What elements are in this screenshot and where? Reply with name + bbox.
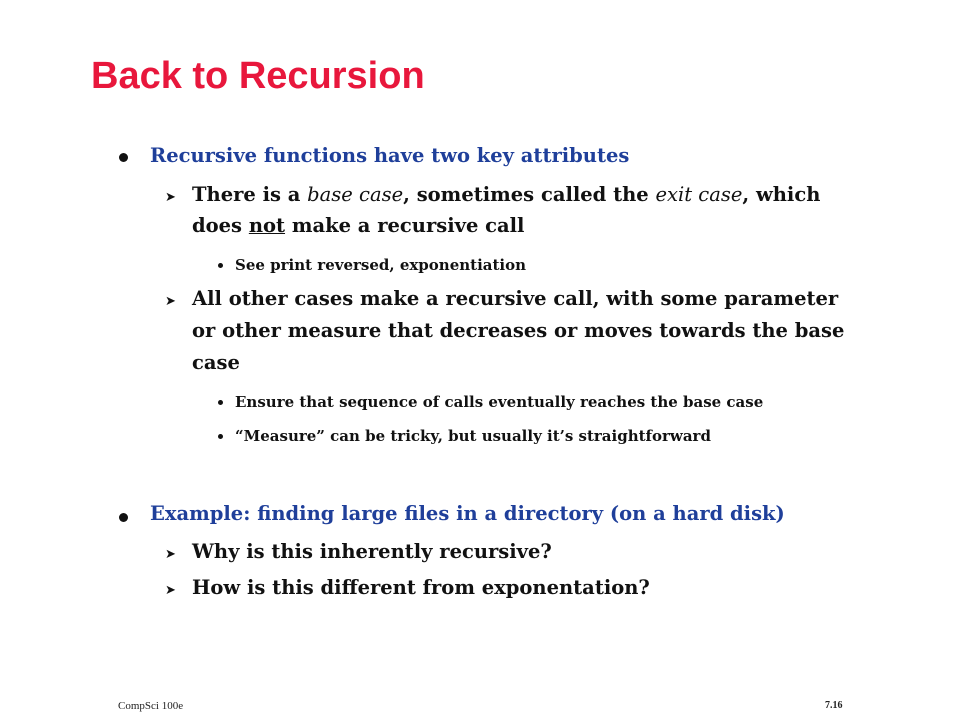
small-bullet-icon bbox=[218, 263, 223, 268]
section2-point2: How is this different from exponentation? bbox=[192, 576, 650, 599]
section2-point1: Why is this inherently recursive? bbox=[192, 540, 552, 563]
point2-line1: All other cases make a recursive call, with some parameter bbox=[192, 287, 839, 310]
point1-text-c: , which bbox=[742, 183, 821, 206]
point1-text-b: , sometimes called the bbox=[403, 183, 656, 206]
arrow-bullet-icon: ➤ bbox=[165, 190, 176, 205]
point1-text-e: make a recursive call bbox=[285, 214, 525, 237]
exit-case-term: exit case bbox=[655, 183, 743, 206]
base-case-term: base case bbox=[307, 183, 404, 206]
slide-title: Back to Recursion bbox=[91, 55, 425, 97]
footer-course: CompSci 100e bbox=[118, 700, 184, 712]
point2-line3: case bbox=[192, 351, 240, 374]
point1-text-a: There is a bbox=[192, 183, 308, 206]
bullet-dot-icon bbox=[119, 513, 128, 522]
small-bullet-icon bbox=[218, 434, 223, 439]
point1-line1 bbox=[192, 183, 820, 206]
arrow-bullet-icon: ➤ bbox=[165, 547, 176, 562]
bullet-dot-icon bbox=[119, 153, 128, 162]
point2-sub2: “Measure” can be tricky, but usually it’s straightforward bbox=[235, 427, 711, 445]
arrow-bullet-icon: ➤ bbox=[165, 294, 176, 309]
point1-text-d: does bbox=[192, 214, 249, 237]
small-bullet-icon bbox=[218, 400, 223, 405]
section1-heading: Recursive functions have two key attributes bbox=[150, 144, 630, 167]
footer-page-number: 7.16 bbox=[825, 700, 843, 711]
not-emphasis: not bbox=[248, 214, 286, 237]
point1-sub: See print reversed, exponentiation bbox=[235, 256, 527, 274]
arrow-bullet-icon: ➤ bbox=[165, 583, 176, 598]
point1-line2 bbox=[192, 214, 524, 237]
point2-sub1: Ensure that sequence of calls eventually reaches the base case bbox=[235, 393, 764, 411]
section2-heading: Example: finding large files in a directory (on a hard disk) bbox=[150, 502, 785, 525]
point2-line2: or other measure that decreases or moves towards the base bbox=[192, 319, 845, 342]
